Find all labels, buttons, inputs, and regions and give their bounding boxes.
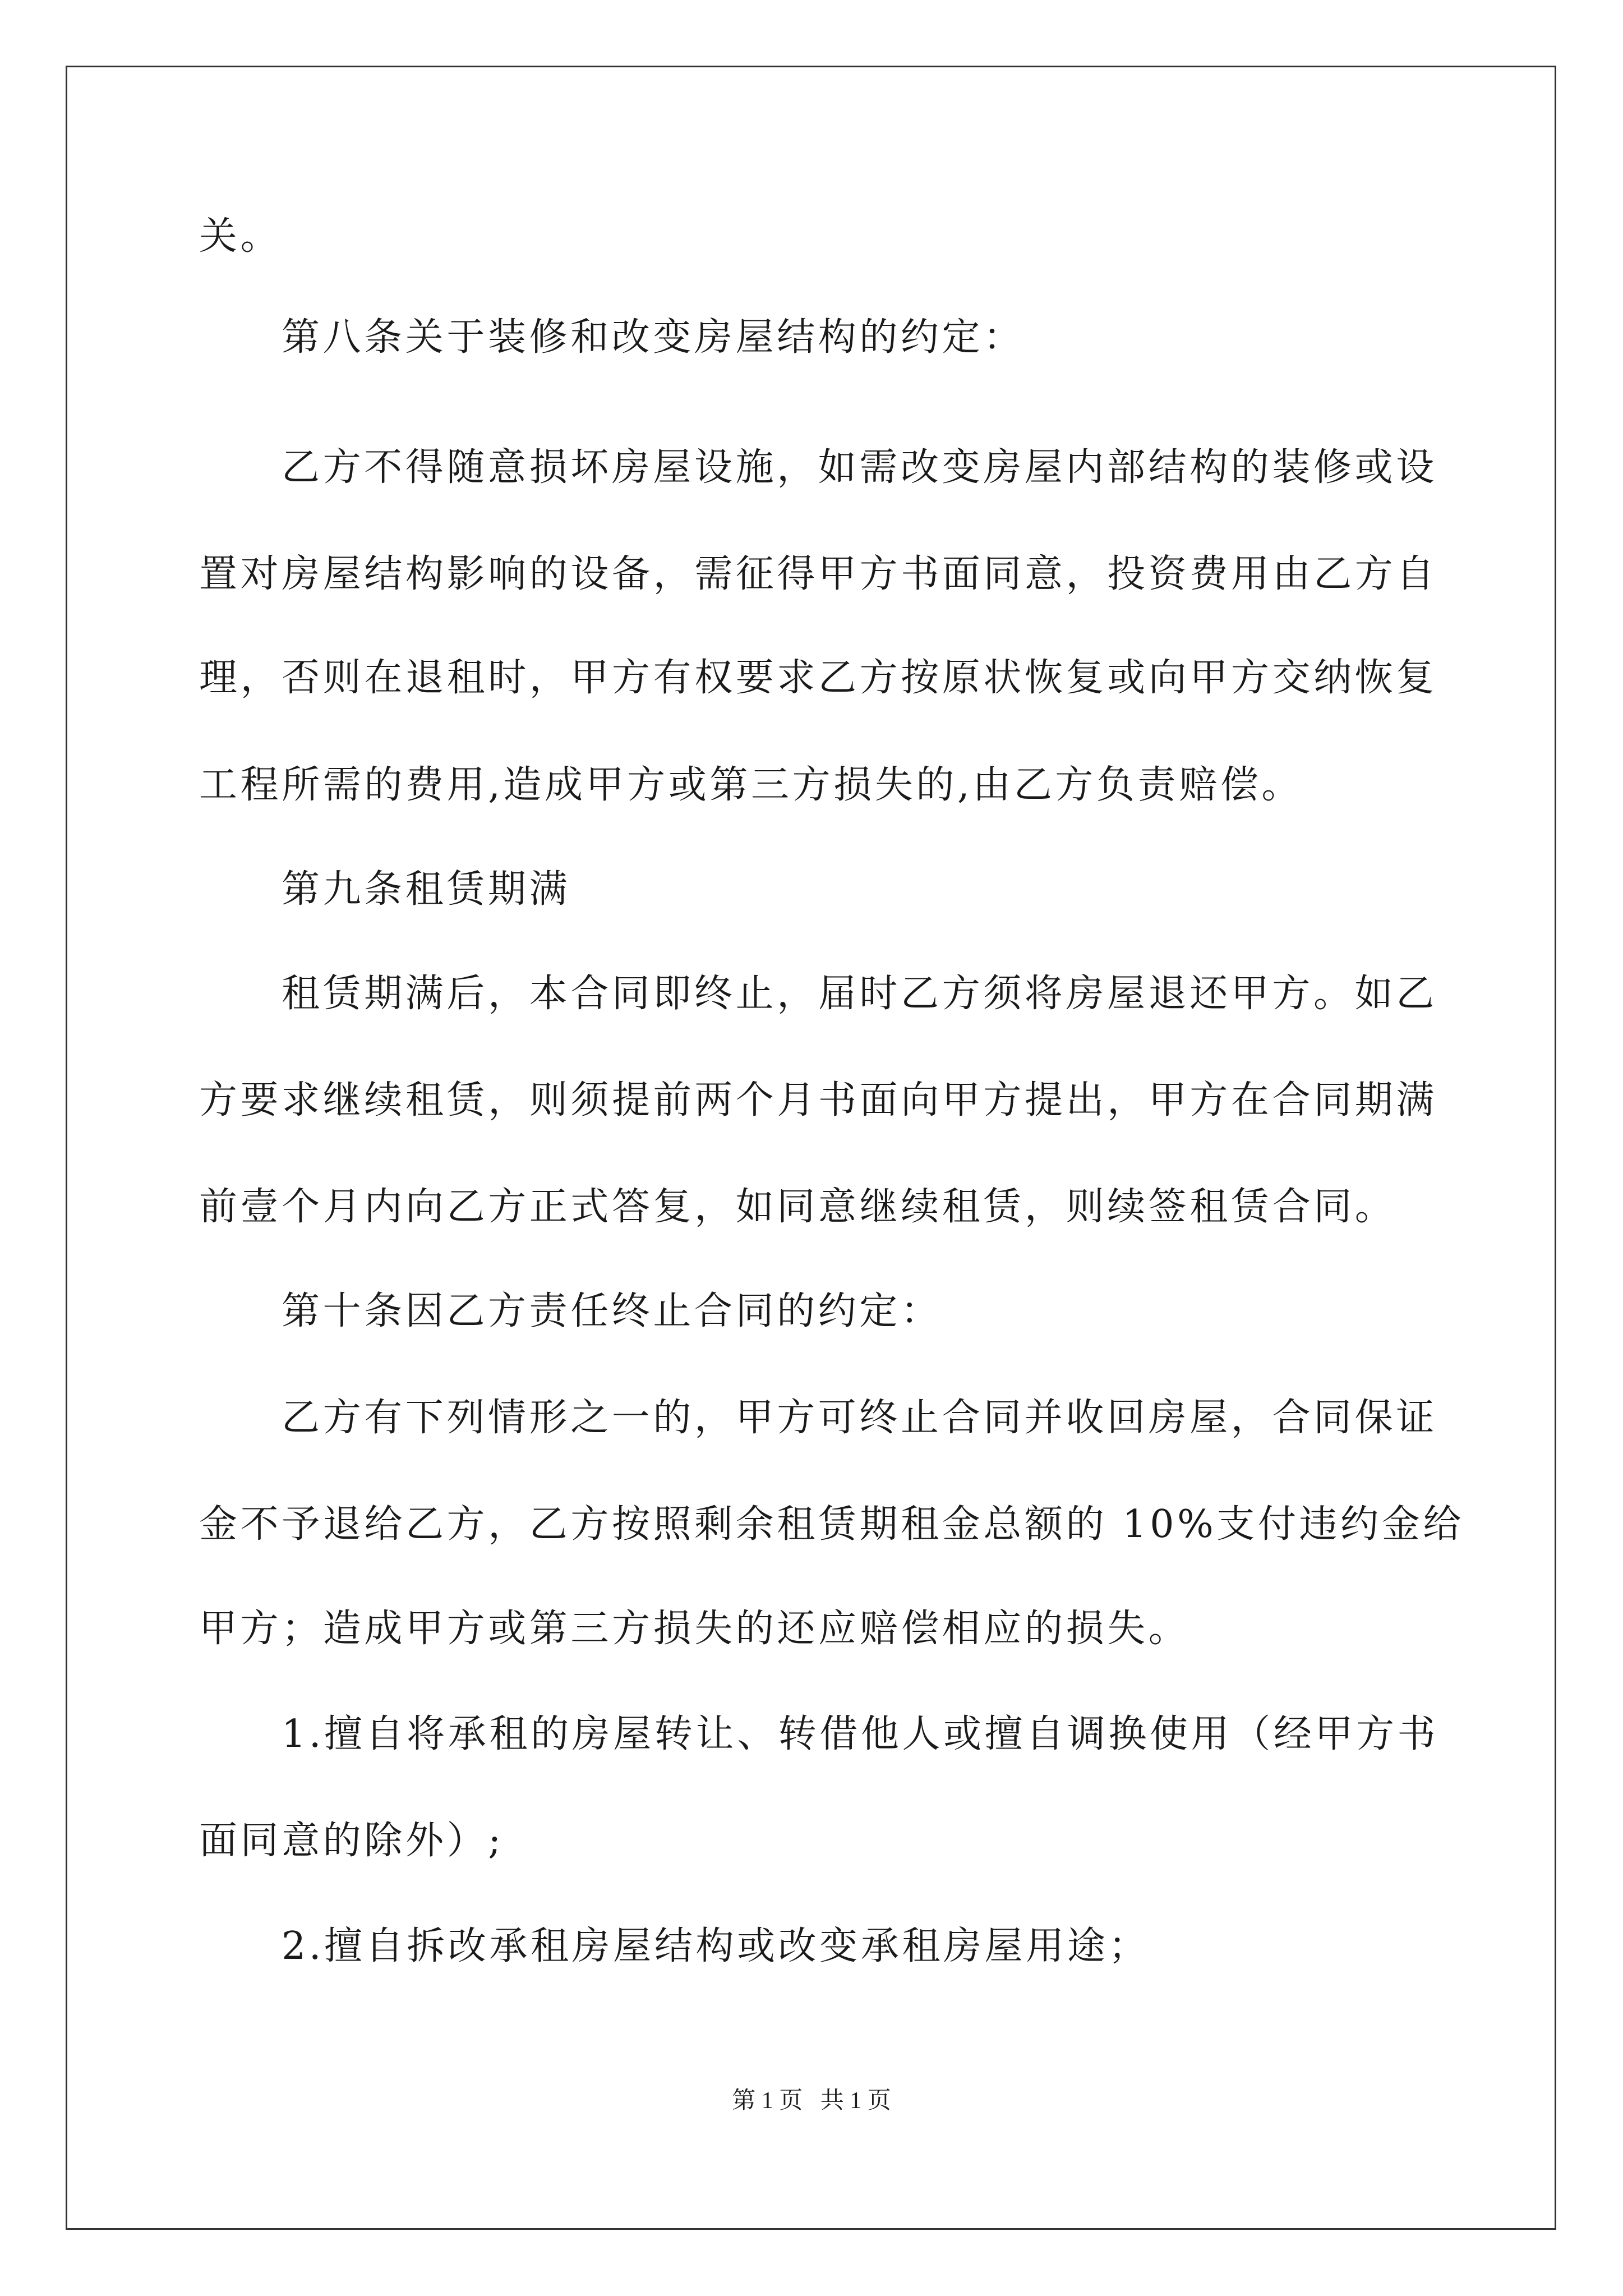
text-line: 金不予退给乙方，乙方按照剩余租赁期租金总额的 10%支付违约金给 [199, 1502, 1464, 1547]
clause-heading-10: 第十条因乙方责任终止合同的约定： [282, 1289, 942, 1333]
text-line: 关。 [199, 214, 282, 259]
text-line: 前壹个月内向乙方正式答复，如同意继续租赁，则续签租赁合同。 [199, 1185, 1396, 1229]
text-line: 方要求继续租赁，则须提前两个月书面向甲方提出，甲方在合同期满 [199, 1078, 1438, 1122]
text-line: 甲方；造成甲方或第三方损失的还应赔偿相应的损失。 [199, 1607, 1190, 1651]
text-line: 理，否则在退租时，甲方有权要求乙方按原状恢复或向甲方交纳恢复 [199, 656, 1438, 700]
page-border [66, 66, 1556, 2230]
text-line: 乙方有下列情形之一的，甲方可终止合同并收回房屋，合同保证 [282, 1396, 1437, 1440]
text-line: 面同意的除外）; [199, 1819, 504, 1863]
list-item-1: 1.擅自将承租的房屋转让、转借他人或擅自调换使用（经甲方书 [282, 1712, 1439, 1756]
clause-heading-8: 第八条关于装修和改变房屋结构的约定： [282, 315, 1025, 360]
page-footer: 第 1 页 共 1 页 [732, 2088, 891, 2114]
text-line: 工程所需的费用,造成甲方或第三方损失的,由乙方负责赔偿。 [199, 763, 1303, 807]
text-line: 乙方不得随意损坏房屋设施，如需改变房屋内部结构的装修或设 [282, 445, 1437, 490]
text-line: 置对房屋结构影响的设备，需征得甲方书面同意，投资费用由乙方自 [199, 552, 1438, 596]
list-item-2: 2.擅自拆改承租房屋结构或改变承租房屋用途； [282, 1924, 1150, 1968]
clause-heading-9: 第九条租赁期满 [282, 867, 571, 912]
text-line: 租赁期满后，本合同即终止，届时乙方须将房屋退还甲方。如乙 [282, 972, 1437, 1016]
